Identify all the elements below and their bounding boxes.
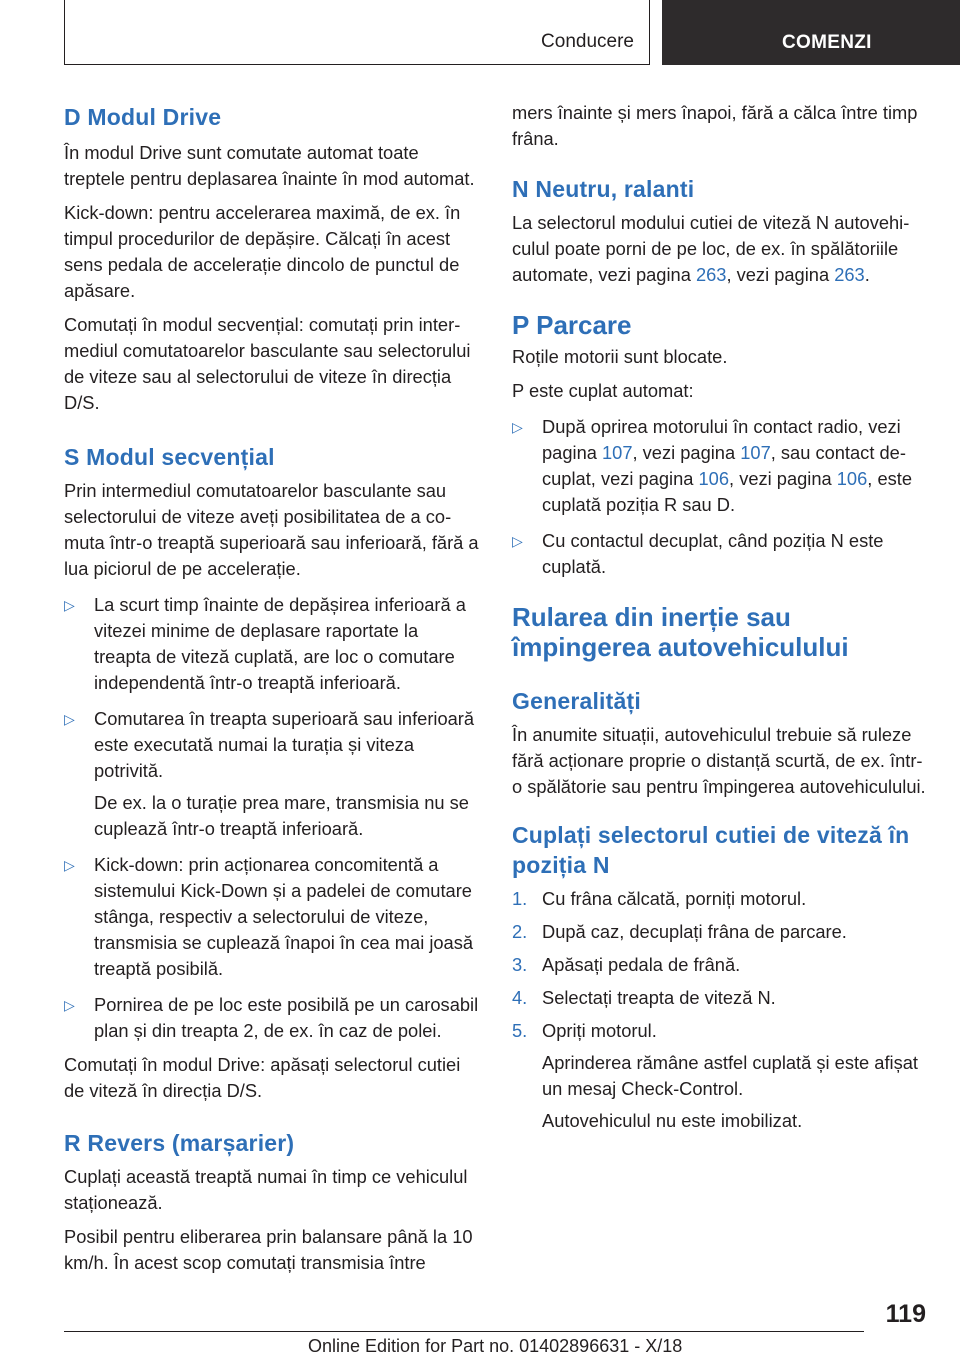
list-item: ▷ Comutarea în treapta superioară sau inferioară este executată numai la turația și viteza potrivită. <box>64 708 475 781</box>
reverse-heading: R Revers (marșarier) <box>64 1130 295 1156</box>
sequential-paragraph-2: Comutați în modul Drive: apăsați selectorul cutiei de viteză în direcția D/S. <box>64 1054 461 1101</box>
list-item: ▷ La scurt timp înainte de depășirea inferioară a vitezei minime de deplasare raportate la treapta de viteză cuplată, are loc o comutare independentă într-o treaptă inferioară. <box>64 594 466 693</box>
bullet-note: De ex. la o turație prea mare, transmisia nu se cuplează într-o treaptă inferioară. <box>94 792 469 839</box>
right-column <box>512 100 928 1134</box>
list-item: 1. Cu frâna călcată, porniți motorul. <box>512 886 928 912</box>
bullet-triangle-icon: ▷ <box>64 597 75 613</box>
step-number: 5. <box>512 1020 528 1041</box>
drive-mode-heading: D Modul Drive <box>64 104 222 130</box>
step-number: 2. <box>512 921 528 942</box>
general-paragraph: În anumite situații, autovehiculul trebuie să ruleze fără acționare proprie o distanță scurtă, de ex. într-o spălătorie sau pentru împingerea autovehiculului. <box>512 724 926 797</box>
list-item: ▷ Kick-down: prin acționarea concomitentă a sistemului Kick-Down și a padelei de comutare stânga, respectiv a selectorului de viteze, transmisia se cuplează înapoi în cea mai joasă treaptă posibilă. <box>64 854 474 979</box>
park-paragraph-1: Roțile motorii sunt blocate. <box>512 346 728 367</box>
step-note-2: Autovehiculul nu este imobilizat. <box>542 1110 803 1131</box>
list-item: 5. Opriți motorul. <box>512 1018 928 1044</box>
left-column <box>64 100 480 1276</box>
page-link[interactable]: 106 <box>698 468 730 489</box>
step-note-1: Aprinderea rămâne astfel cuplată și este afișat un mesaj Check-Control. <box>542 1052 918 1099</box>
footer-edition: Online Edition for Part no. 01402896631 - X/18 <box>308 1336 683 1356</box>
list-item: ▷ Pornirea de pe loc este posibilă pe un carosabil plan și din treapta 2, de ex. în caz de polei. <box>64 994 479 1041</box>
general-heading: Generalități <box>512 688 641 714</box>
step-number: 4. <box>512 987 528 1008</box>
neutral-paragraph: La selectorul modului cutiei de viteză N autovehiculul poate porni de pe loc, de ex. în spălătoriile automate, vezi pagina 263, vezi pagina 263. <box>512 212 910 285</box>
page-link[interactable]: 263 <box>834 264 865 285</box>
page-link[interactable]: 263 <box>695 264 727 285</box>
list-item: ▷ Cu contactul decuplat, când poziția N este cuplată. <box>512 530 884 577</box>
reverse-paragraph-1: Cuplați această treaptă numai în timp ce vehiculul staționează. <box>64 1166 468 1213</box>
park-heading: P Parcare <box>512 310 632 340</box>
bullet-triangle-icon: ▷ <box>64 857 75 873</box>
header-chapter-label: COMENZI <box>782 32 872 53</box>
neutral-heading: N Neutru, ralanti <box>512 176 695 202</box>
drive-paragraph-1: În modul Drive sunt comutate automat toate treptele pentru deplasarea înainte în mod automat. <box>64 142 475 189</box>
list-item: 2. După caz, decuplați frâna de parcare. <box>512 919 928 945</box>
list-item: 4. Selectați treapta de viteză N. <box>512 985 928 1011</box>
drive-paragraph-2: Kick-down: pentru accelerarea maximă, de ex. în timpul procedurilor de depășire. Călcați în acest sens pedala de accelerație dincolo de punctul de apăsare. <box>64 202 461 301</box>
bullet-triangle-icon: ▷ <box>64 711 75 727</box>
header-chapter-tab[interactable] <box>662 0 960 65</box>
footer-divider <box>64 1331 864 1332</box>
bullet-triangle-icon: ▷ <box>64 997 75 1013</box>
page-link[interactable]: 107 <box>601 442 633 463</box>
page-number: 119 <box>885 1300 926 1328</box>
sequential-paragraph-1: Prin intermediul comutatoarelor basculante sau selectorului de viteze aveți posibilitatea de a comuta într-o treaptă superioară sau inferioară, fără a lua piciorul de pe accelerație. <box>64 480 479 579</box>
shift-to-n-heading: Cuplați selectorul cutiei de viteză în poziția N <box>512 822 910 878</box>
park-paragraph-2: P este cuplat automat: <box>512 380 694 401</box>
sequential-mode-heading: S Modul secvențial <box>64 444 275 470</box>
page-link[interactable]: 107 <box>740 442 771 463</box>
list-item: 3. Apăsați pedala de frână. <box>512 952 928 978</box>
step-number: 3. <box>512 954 528 975</box>
page-link[interactable]: 106 <box>836 468 868 489</box>
list-item: ▷ După oprirea motorului în contact radio, vezi pagina 107, vezi pagina 107, sau contact decuplat, vezi pagina 106, vezi pagina 106, este cuplată poziția R sau D. <box>512 416 912 515</box>
header-section-title: Conducere <box>541 31 634 52</box>
continued-paragraph: mers înainte și mers înapoi, fără a călca între timp frâna. <box>512 102 918 149</box>
reverse-paragraph-2: Posibil pentru eliberarea prin balansare până la 10 km/h. În acest scop comutați transmisia între <box>64 1226 473 1273</box>
bullet-triangle-icon: ▷ <box>512 419 523 435</box>
step-number: 1. <box>512 888 528 909</box>
bullet-triangle-icon: ▷ <box>512 533 523 549</box>
drive-paragraph-3: Comutați în modul secvențial: comutați prin intermediul comutatoarelor basculante sau selectorului de viteze sau al selectorului de viteze în direcția D/S. <box>64 314 471 413</box>
rolling-heading: Rularea din inerție sau împingerea autovehiculului <box>512 602 849 662</box>
